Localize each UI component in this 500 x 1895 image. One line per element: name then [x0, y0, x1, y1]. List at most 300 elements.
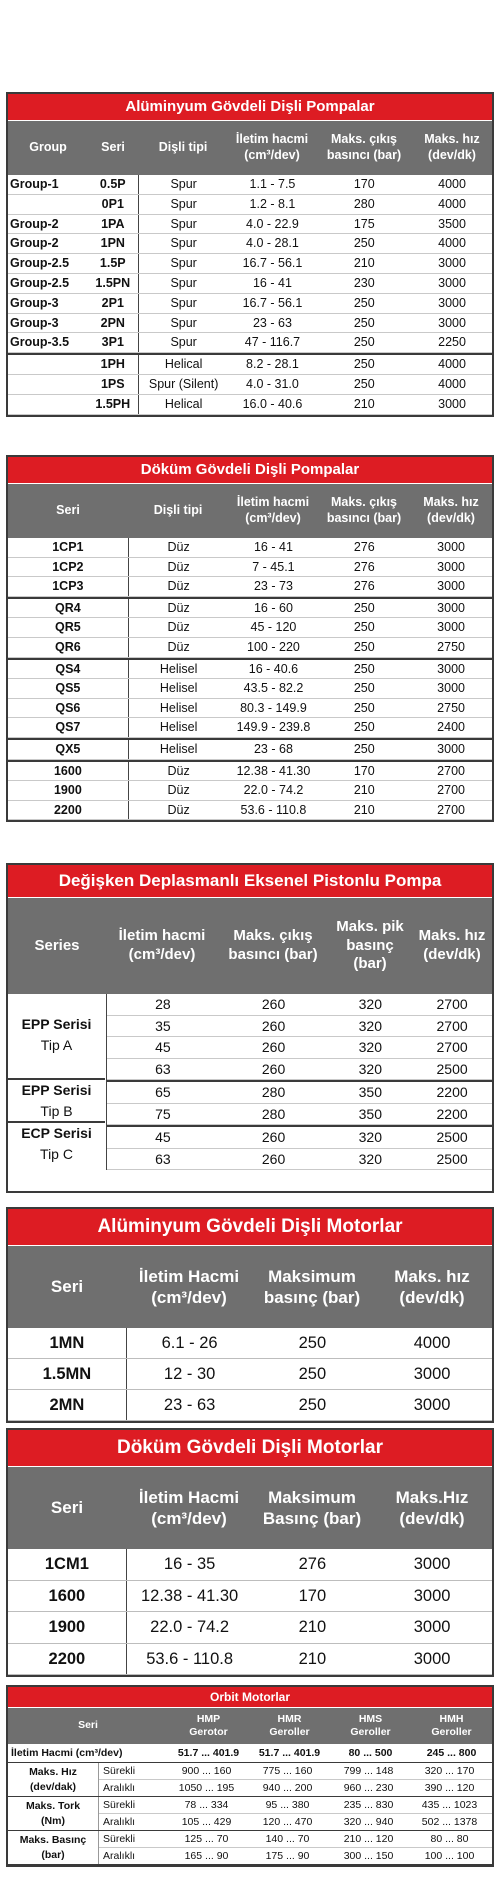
cell-displacement: 63: [155, 1150, 171, 1167]
mode-label: Sürekli: [103, 1799, 136, 1811]
param-unit: (dev/dak): [29, 1780, 77, 1793]
cell-displacement: 16.7 - 56.1: [242, 295, 303, 310]
table-cell: 320 ... 940: [343, 1816, 394, 1828]
cell-peak-pressure: 320: [358, 1017, 382, 1034]
table-row: [8, 215, 492, 235]
cell-gear-type: Spur: [170, 236, 197, 251]
table-row: [8, 558, 492, 578]
cell-max-pressure: 250: [353, 376, 375, 391]
cell-displacement: 16 - 35: [163, 1555, 216, 1573]
mode-label: Sürekli: [103, 1833, 136, 1845]
table-header: [8, 483, 492, 538]
cell-max-pressure: 250: [353, 315, 375, 330]
cell-displacement: 12.38 - 41.30: [236, 763, 311, 778]
table-row: [107, 1080, 492, 1104]
aluminium-gear-motors-table: [6, 1207, 494, 1423]
cell-gear-type: Düz: [167, 639, 190, 654]
cell-gear-type: Spur: [170, 335, 197, 350]
cell-group: Group-2: [10, 216, 59, 231]
table-row: [8, 195, 492, 215]
table-row: [8, 294, 492, 314]
table-row: [8, 699, 492, 719]
table-row: [8, 395, 492, 415]
table-row: [107, 994, 492, 1016]
table-row: [8, 1328, 492, 1359]
cell-max-pressure: 250: [353, 681, 375, 696]
table-row: [99, 1848, 492, 1864]
table-row: [8, 597, 492, 619]
cell-seri: 1.5PH: [88, 395, 139, 414]
cell-max-pressure: 210: [298, 1649, 327, 1668]
cell-max-speed: 3000: [438, 295, 466, 310]
cell-displacement: 6.1 - 26: [161, 1334, 218, 1352]
cell-gear-type: Spur (Silent): [148, 376, 219, 391]
table-cell: 320 ... 170: [424, 1765, 475, 1777]
header-seri: Seri: [101, 140, 125, 155]
cell-max-speed: 3000: [438, 275, 466, 290]
cell-seri: 1600: [8, 762, 129, 781]
table-header: [8, 897, 492, 994]
table-row: [99, 1780, 492, 1796]
cell-gear-type: Helisel: [159, 720, 198, 735]
cell-seri: 1.5MN: [8, 1359, 127, 1389]
cell-max-speed: 3000: [413, 1649, 451, 1668]
series-group-label: [8, 994, 105, 1076]
table-row: [8, 274, 492, 294]
cell-displacement: 65: [155, 1084, 171, 1100]
table-cell: 105 ... 429: [181, 1816, 232, 1828]
table-row: [8, 679, 492, 699]
cell-displacement: 16 - 40.6: [248, 661, 299, 676]
param-label: [8, 1763, 99, 1796]
cell-seri: 2200: [8, 801, 129, 820]
table-row: [8, 801, 492, 821]
cell-max-pressure: 276: [353, 579, 375, 594]
cell-seri: 2P1: [88, 294, 139, 313]
cell-displacement: 53.6 - 110.8: [146, 1649, 234, 1668]
cell-displacement: 23 - 63: [252, 315, 292, 330]
table-row: [107, 1037, 492, 1059]
cell-seri: 3P1: [88, 333, 139, 352]
header-max-speed: Maks. hız (dev/dk): [394, 1266, 470, 1307]
cell-displacement: 12.38 - 41.30: [140, 1586, 239, 1605]
cell-gear-type: Düz: [167, 763, 190, 778]
table-title: Alüminyum Gövdeli Dişli Pompalar: [8, 94, 492, 120]
table-title: Alüminyum Gövdeli Dişli Motorlar: [8, 1209, 492, 1245]
table-body: [8, 1549, 492, 1675]
cell-displacement: 22.0 - 74.2: [150, 1618, 230, 1636]
table-row: [8, 718, 492, 738]
cell-max-pressure: 250: [353, 357, 375, 372]
cell-max-speed: 3000: [437, 620, 465, 635]
table-row: [8, 577, 492, 597]
cell-max-speed: 2700: [436, 1039, 468, 1055]
cell-max-speed: 3000: [437, 741, 465, 756]
cell-max-speed: 2500: [436, 1060, 468, 1077]
table-cell: 1050 ... 195: [178, 1782, 235, 1794]
table-cell: 125 ... 70: [184, 1833, 229, 1845]
mode-label: Aralıklı: [103, 1782, 136, 1794]
cell-peak-pressure: 350: [358, 1105, 382, 1122]
cell-displacement: 47 - 116.7: [244, 335, 301, 350]
cell-gear-type: Spur: [170, 275, 197, 290]
param-name: Maks. Tork: [25, 1800, 81, 1813]
header-hms: HMS Geroller: [350, 1712, 391, 1738]
cell-seri: 1CM1: [8, 1549, 127, 1580]
cell-max-pressure: 276: [298, 1555, 327, 1573]
cell-max-speed: 2700: [437, 802, 465, 817]
table-cell: 390 ... 120: [424, 1782, 475, 1794]
cell-gear-type: Düz: [167, 600, 190, 615]
cell-peak-pressure: 320: [358, 996, 382, 1012]
mode-label: Aralıklı: [103, 1850, 136, 1862]
table-body: [8, 538, 492, 820]
table-row: [99, 1797, 492, 1814]
table-cell: 502 ... 1378: [421, 1816, 478, 1828]
table-cell: 235 ... 830: [343, 1799, 394, 1811]
table-cell: 799 ... 148: [343, 1765, 394, 1777]
cell-group: [8, 195, 88, 214]
cell-gear-type: Helical: [164, 396, 203, 411]
cell-max-speed: 3000: [413, 1618, 451, 1636]
table-values: [106, 994, 492, 1170]
cell-displacement: 4.0 - 31.0: [246, 376, 299, 391]
cell-max-speed: 3000: [413, 1555, 451, 1573]
cell-max-pressure: 280: [353, 196, 375, 211]
cell-displacement: 1.2 - 8.1: [249, 196, 296, 211]
cell-max-speed: 3000: [437, 579, 465, 594]
header-max-speed: Maks. hız (dev/dk): [423, 495, 479, 525]
cell-max-pressure: 230: [353, 275, 375, 290]
cell-max-pressure: 250: [298, 1396, 327, 1414]
table-row: [8, 1359, 492, 1390]
table-row: [8, 234, 492, 254]
table-row: [107, 1059, 492, 1081]
cell-seri: QX5: [8, 740, 129, 759]
cell-max-pressure: 170: [298, 1586, 327, 1605]
header-seri: Seri: [50, 1277, 84, 1297]
cell-max-speed: 2700: [436, 1017, 468, 1034]
table-row: [107, 1125, 492, 1149]
table-body: [8, 175, 492, 415]
cell-max-pressure: 250: [353, 295, 375, 310]
table-row: [8, 1549, 492, 1581]
cell-max-pressure: 210: [298, 1618, 327, 1636]
table-cell: 80 ... 80: [430, 1833, 469, 1845]
cell-peak-pressure: 320: [358, 1150, 382, 1167]
cell-seri: 0.5P: [88, 175, 139, 194]
cell-max-speed: 2200: [436, 1084, 468, 1100]
cell-gear-type: Spur: [170, 315, 197, 330]
table-row: [8, 738, 492, 760]
header-max-pressure: Maksimum basınç (bar): [263, 1266, 361, 1307]
table-row: [8, 618, 492, 638]
cell-seri: 2PN: [88, 314, 139, 333]
orbit-motors-table: [6, 1685, 494, 1867]
cell-max-pressure: 250: [353, 620, 375, 635]
cell-seri: QS5: [8, 679, 129, 698]
header-max-pressure: Maksimum Basınç (bar): [262, 1487, 362, 1528]
cell-seri: 1600: [8, 1581, 127, 1612]
table-cell: 940 ... 200: [262, 1782, 313, 1794]
header-max-speed: Maks. hız (dev/dk): [424, 132, 480, 162]
cell-max-pressure: 250: [353, 236, 375, 251]
table-title: Döküm Gövdeli Dişli Motorlar: [8, 1430, 492, 1466]
cell-gear-type: Düz: [167, 620, 190, 635]
header-group: Group: [29, 140, 67, 155]
cell-max-pressure: 175: [353, 216, 375, 231]
cell-max-pressure: 260: [261, 1150, 286, 1167]
header-gear-type: Dişli tipi: [158, 140, 208, 155]
table-row: [99, 1814, 492, 1830]
cell-max-pressure: 250: [353, 700, 375, 715]
param-group: [8, 1763, 492, 1797]
table-row: [99, 1763, 492, 1780]
cell-seri: 1PS: [88, 375, 139, 394]
table-row: [8, 175, 492, 195]
mode-label: Sürekli: [103, 1765, 136, 1777]
table-row: [8, 760, 492, 782]
cell-max-pressure: 250: [298, 1334, 327, 1352]
cell-group: Group-3: [10, 315, 59, 330]
cell-seri: QS4: [8, 660, 129, 679]
table-cell: 78 ... 334: [184, 1799, 229, 1811]
table-row: [8, 781, 492, 801]
cell-max-speed: 4000: [438, 196, 466, 211]
cell-displacement: 45 - 120: [250, 620, 297, 635]
param-unit: (Nm): [41, 1814, 65, 1827]
cell-max-pressure: 210: [353, 396, 375, 411]
cell-seri: 1.5PN: [88, 274, 139, 293]
cell-max-speed: 3000: [437, 600, 465, 615]
param-rows: [99, 1797, 492, 1830]
table-header: [8, 1707, 492, 1744]
cell-peak-pressure: 350: [358, 1084, 382, 1100]
cast-gear-motors-table: [6, 1428, 494, 1677]
displacement-row: İletim Hacmi (cm³/dev) 51.7 ... 401.9 51.7 ... 401.9 80 ... 500 245 ... 800: [8, 1744, 492, 1763]
table-body: [8, 994, 492, 1170]
cell-max-speed: 3000: [437, 681, 465, 696]
table-row: [8, 1581, 492, 1613]
cell-displacement: 16 - 60: [253, 600, 293, 615]
cell-group: Group-2.5: [10, 275, 70, 290]
cell-max-speed: 4000: [438, 376, 466, 391]
cell-max-pressure: 210: [353, 783, 375, 798]
param-label: [8, 1831, 99, 1864]
cell-displacement: 16 - 41: [252, 275, 292, 290]
cell-displacement: 1.1 - 7.5: [249, 177, 296, 191]
cell-gear-type: Helisel: [159, 700, 198, 715]
table-cell: 165 ... 90: [184, 1850, 229, 1862]
axial-piston-pump-table: [6, 863, 494, 1193]
table-title: Döküm Gövdeli Dişli Pompalar: [8, 457, 492, 483]
cell-seri: QR4: [8, 599, 129, 618]
header-displacement: İletim hacmi (cm³/dev): [236, 495, 310, 525]
cell-displacement: 100 - 220: [247, 639, 300, 654]
table-cell: 140 ... 70: [265, 1833, 310, 1845]
cell-max-speed: 4000: [438, 357, 466, 372]
cell-max-pressure: 250: [353, 600, 375, 615]
header-gear-type: Dişli tipi: [153, 503, 203, 518]
cell-displacement: 149.9 - 239.8: [236, 720, 311, 735]
header-displacement: İletim Hacmi (cm³/dev): [138, 1487, 240, 1528]
cell-displacement: 35: [155, 1017, 171, 1034]
cell-max-speed: 3000: [437, 540, 465, 554]
cell-max-speed: 2250: [438, 335, 466, 350]
cell-max-speed: 4000: [438, 177, 466, 191]
table-row: [8, 1644, 492, 1676]
table-body: [8, 1763, 492, 1865]
header-max-pressure: Maks. çıkış basıncı (bar): [326, 495, 402, 525]
cell-max-speed: 2400: [437, 720, 465, 735]
header-hmp: HMP Gerotor: [189, 1712, 228, 1738]
cell-displacement: 4.0 - 22.9: [246, 216, 299, 231]
cell-max-speed: 3500: [438, 216, 466, 231]
cell-displacement: 23 - 73: [253, 579, 293, 594]
cell-max-speed: 2700: [437, 763, 465, 778]
table-title: Değişken Deplasmanlı Eksenel Pistonlu Pompa: [8, 865, 492, 897]
series-name: EPP Serisi: [21, 1081, 92, 1098]
cell-displacement: 16.7 - 56.1: [242, 256, 303, 271]
table-cell: 120 ... 470: [262, 1816, 313, 1828]
cell-max-speed: 3000: [413, 1586, 451, 1605]
header-displacement: İletim hacmi (cm³/dev): [118, 927, 206, 963]
table-row: [8, 658, 492, 680]
cell-seri: 1PA: [88, 215, 139, 234]
cell-seri: QR5: [8, 618, 129, 637]
header-series: Series: [34, 936, 80, 954]
cell-max-pressure: 276: [353, 540, 375, 554]
cell-gear-type: Helisel: [159, 681, 198, 696]
header-max-speed: Maks.Hız (dev/dk): [395, 1487, 469, 1528]
cell-displacement: 23 - 68: [253, 741, 293, 756]
cell-seri: 0P1: [88, 195, 139, 214]
param-label: [8, 1797, 99, 1830]
cell-max-pressure: 250: [353, 661, 375, 676]
mode-label: Aralıklı: [103, 1816, 136, 1828]
table-row: [8, 333, 492, 353]
table-cell: 775 ... 160: [262, 1765, 313, 1777]
cell-peak-pressure: 320: [358, 1129, 382, 1145]
table-cell: 95 ... 380: [265, 1799, 310, 1811]
series-name: EPP Serisi: [21, 1016, 92, 1032]
cell-displacement: 4.0 - 28.1: [246, 236, 299, 251]
cell-displacement: 45: [155, 1129, 171, 1145]
cell-max-pressure: 250: [353, 335, 375, 350]
param-name: Maks. Basınç: [19, 1834, 87, 1847]
cell-gear-type: Spur: [170, 196, 197, 211]
header-hmr: HMR Geroller: [269, 1712, 310, 1738]
cell-displacement: 16 - 41: [253, 540, 293, 554]
table-row: [107, 1149, 492, 1171]
cell-seri: 1.5P: [88, 254, 139, 273]
cell-gear-type: Düz: [167, 540, 190, 554]
header-seri: Seri: [50, 1498, 84, 1518]
table-row: [8, 538, 492, 558]
table-row: [8, 375, 492, 395]
table-row: [8, 254, 492, 274]
cell-seri: 1900: [8, 781, 129, 800]
cell-gear-type: Spur: [170, 216, 197, 231]
table-body: [8, 1328, 492, 1421]
cell-group: Group-1: [10, 177, 59, 191]
cell-gear-type: Düz: [167, 802, 190, 817]
cell-group: Group-3: [10, 295, 59, 310]
cell-max-speed: 4000: [413, 1334, 451, 1352]
table-header: [8, 1466, 492, 1549]
cell-max-speed: 2750: [437, 639, 465, 654]
cell-max-speed: 2700: [436, 996, 468, 1012]
cell-group: [8, 355, 88, 374]
cell-max-pressure: 170: [353, 177, 375, 191]
cell-displacement: 53.6 - 110.8: [240, 802, 307, 817]
cell-max-speed: 3000: [438, 256, 466, 271]
header-seri: Seri: [56, 503, 80, 518]
cell-seri: 1PN: [88, 234, 139, 253]
cell-seri: QS7: [8, 718, 129, 737]
table-cell: 175 ... 90: [265, 1850, 310, 1862]
series-type: Tip A: [40, 1037, 73, 1053]
cell-displacement: 80.3 - 149.9: [240, 700, 307, 715]
cell-displacement: 7 - 45.1: [252, 559, 295, 574]
cell-gear-type: Düz: [167, 579, 190, 594]
param-name: Maks. Hız: [29, 1766, 77, 1779]
cell-group: Group-3.5: [10, 335, 70, 350]
header-displacement: İletim hacmi (cm³/dev): [235, 132, 309, 162]
cell-max-speed: 3000: [437, 559, 465, 574]
cell-displacement: 45: [155, 1039, 171, 1055]
cell-seri: 1CP3: [8, 577, 129, 596]
cell-max-pressure: 250: [353, 639, 375, 654]
cell-group: Group-2.5: [10, 256, 70, 271]
table-row: [8, 353, 492, 375]
header-displacement: İletim Hacmi (cm³/dev): [138, 1266, 240, 1307]
table-row: [99, 1831, 492, 1848]
cell-displacement: 8.2 - 28.1: [246, 357, 299, 372]
param-rows: [99, 1763, 492, 1796]
cell-displacement: 23 - 63: [163, 1396, 216, 1414]
cell-seri: QR6: [8, 638, 129, 657]
cell-max-pressure: 260: [261, 1129, 286, 1145]
cell-seri: 2MN: [8, 1390, 127, 1420]
series-group-label: [8, 1121, 105, 1164]
cell-gear-type: Spur: [170, 295, 197, 310]
cell-max-speed: 2500: [436, 1150, 468, 1167]
cell-max-pressure: 250: [353, 741, 375, 756]
cell-gear-type: Düz: [167, 559, 190, 574]
cast-gear-pumps-table: [6, 455, 494, 822]
table-cell: 100 ... 100: [424, 1850, 475, 1862]
series-group-label: [8, 1078, 105, 1121]
series-type: Tip C: [40, 1145, 73, 1162]
cell-gear-type: Spur: [170, 177, 197, 191]
cell-gear-type: Helical: [164, 357, 203, 372]
cell-gear-type: Helisel: [159, 661, 198, 676]
cell-max-pressure: 210: [353, 802, 375, 817]
cell-gear-type: Spur: [170, 256, 197, 271]
cell-max-speed: 3000: [413, 1396, 451, 1414]
table-cell: 900 ... 160: [181, 1765, 232, 1777]
cell-seri: 1CP2: [8, 558, 129, 577]
cell-max-speed: 2500: [436, 1129, 468, 1145]
param-group: [8, 1831, 492, 1865]
cell-max-speed: 2700: [437, 783, 465, 798]
header-seri: Seri: [78, 1719, 98, 1732]
cell-peak-pressure: 320: [358, 1060, 382, 1077]
aluminium-gear-pumps-table: [6, 92, 494, 417]
cell-max-pressure: 210: [353, 256, 375, 271]
cell-displacement: 63: [155, 1060, 171, 1077]
